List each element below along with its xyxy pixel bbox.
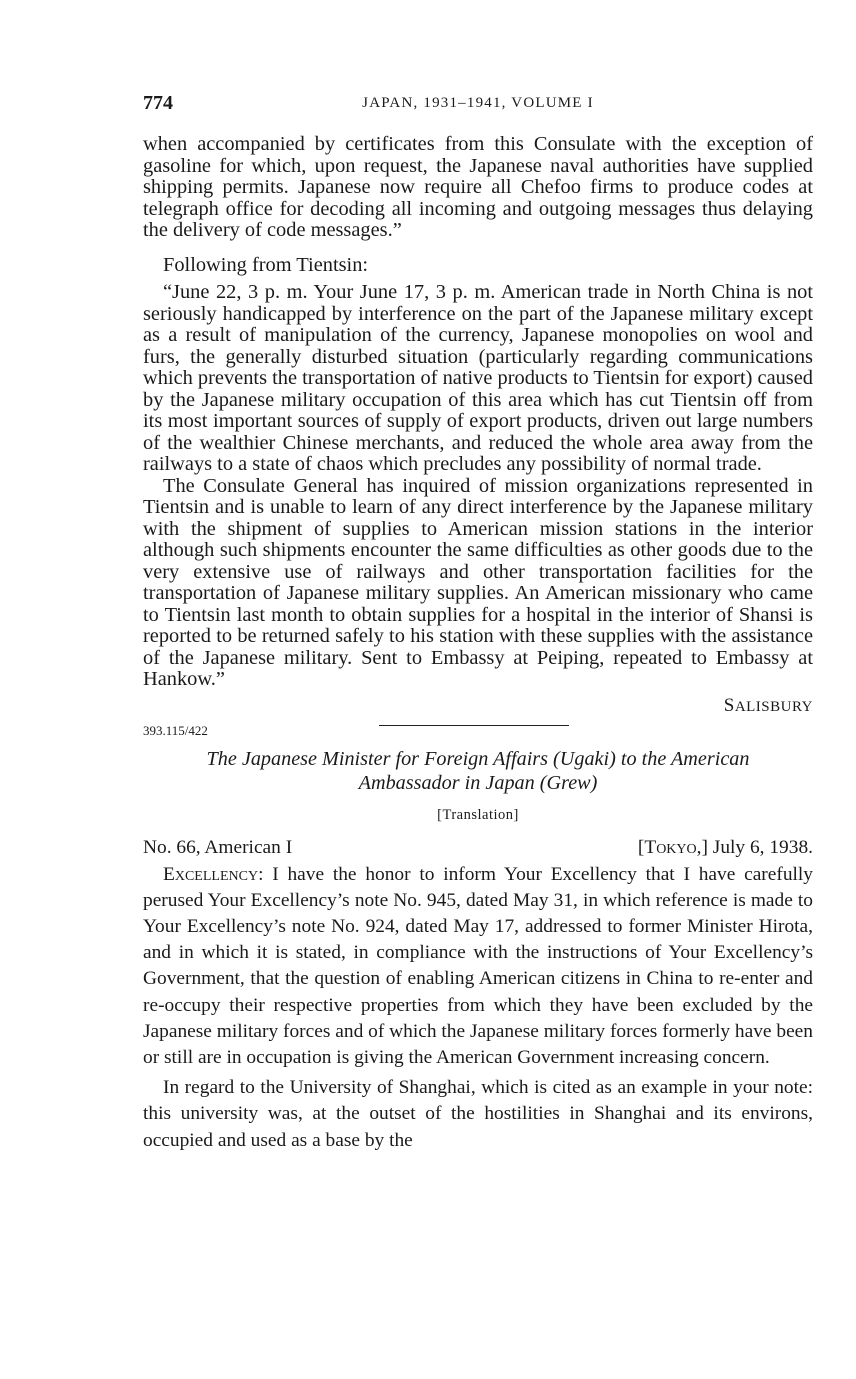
body-paragraph: when accompanied by certificates from this Consulate with the exception of gasoline for which, upon request, the Japanese naval authorities have supplied shipping permits. Japanese now require all Chefoo firms to produce codes at telegraph office for decoding all incoming and outgoing messages thus delaying the delivery of code messages.” <box>143 133 813 241</box>
translation-note: [Translation] <box>437 806 519 823</box>
body-paragraph: In regard to the University of Shanghai, which is cited as an example in your note: this university was, at the outset of the hostilities in Shanghai and its environs, occupied and used as a base by the <box>143 1077 813 1151</box>
page-number: 774 <box>143 92 173 114</box>
body-paragraph: The Consulate General has inquired of mission organizations represented in Tientsin and is unable to learn of any direct interference by the Japanese military with the shipment of supplies to American mission stations in the interior although such shipments encounter the same difficulties as other goods due to the very extensive use of railways and other transportation facilities for the transportation of Japanese military supplies. An American missionary who came to Tientsin last month to obtain supplies for a hospital in the interior of Shansi is reported to be returned safely to his station with these supplies with the assistance of the Japanese military. Sent to Embassy at Peiping, repeated to Embassy at Hankow.” <box>143 474 813 690</box>
body-paragraph: Following from Tientsin: <box>163 253 369 276</box>
document-number: No. 66, American I <box>143 836 293 858</box>
page <box>143 92 813 1154</box>
document-title-line-1: The Japanese Minister for Foreign Affairs (Ugaki) to the American <box>206 747 750 770</box>
place-date: [Tokyo,] July 6, 1938. <box>637 836 813 858</box>
body-paragraph: Excellency: I have the honor to inform Your Excellency that I have carefully perused Your Excellency’s note No. 945, dated May 31, in which reference is made to Your Excellency’s note No. 924, dated May 17, addressed to former Minister Hirota, and in which it is stated, in compliance with the instructions of Your Excellency’s Government, that the question of enabling American citizens in China to re-enter and re-occupy their respective properties from which they have been excluded by the Japanese military forces and of which the Japanese military forces formerly have been or still are in occupation is giving the American Government increasing concern. <box>143 863 813 1068</box>
salutation: Excellency <box>163 863 259 885</box>
document-title-line-2: Ambassador in Japan (Grew) <box>358 771 598 794</box>
page-header <box>143 92 813 116</box>
document-title <box>143 747 813 795</box>
signature: SALISBURY <box>723 694 813 716</box>
document-separator <box>143 721 813 737</box>
dateline <box>143 836 813 860</box>
place: Tokyo <box>644 836 697 858</box>
separator-rule <box>379 725 569 726</box>
paragraph-text: I have the honor to inform Your Excellency that I have carefully perused Your Excellency’s note No. 945, dated May 31, in which reference is made to Your Excellency’s note No. 924, dated May 17, addressed to former Minister Hirota, and in which it is stated, in compliance with the instructions of Your Excellency’s Government, that the question of enabling American citizens in China to re-enter and re-occupy their respective properties from which they have been excluded by the Japanese military forces and of which the Japanese military forces formerly have been or still are in occupation is giving the American Government increasing concern. <box>143 863 813 1068</box>
running-head: JAPAN, 1931–1941, VOLUME I <box>362 95 594 111</box>
body-paragraph: “June 22, 3 p. m. Your June 17, 3 p. m. American trade in North China is not seriously handicapped by interference on the part of the Japanese military except as a result of manipulation of the currency, Japanese monopolies on wool and furs, the generally disturbed situation (particularly regarding communications which prevents the transportation of native products to Tientsin for export) caused by the Japanese military occupation of this area which has cut Tientsin off from its most important sources of supply of export products, driven out large numbers of the wealthier Chinese merchants, and reduced the whole area away from the railways to a state of chaos which precludes any possibility of normal trade. <box>143 281 813 475</box>
file-number: 393.115/422 <box>143 722 208 738</box>
date: July 6, 1938. <box>712 836 813 858</box>
